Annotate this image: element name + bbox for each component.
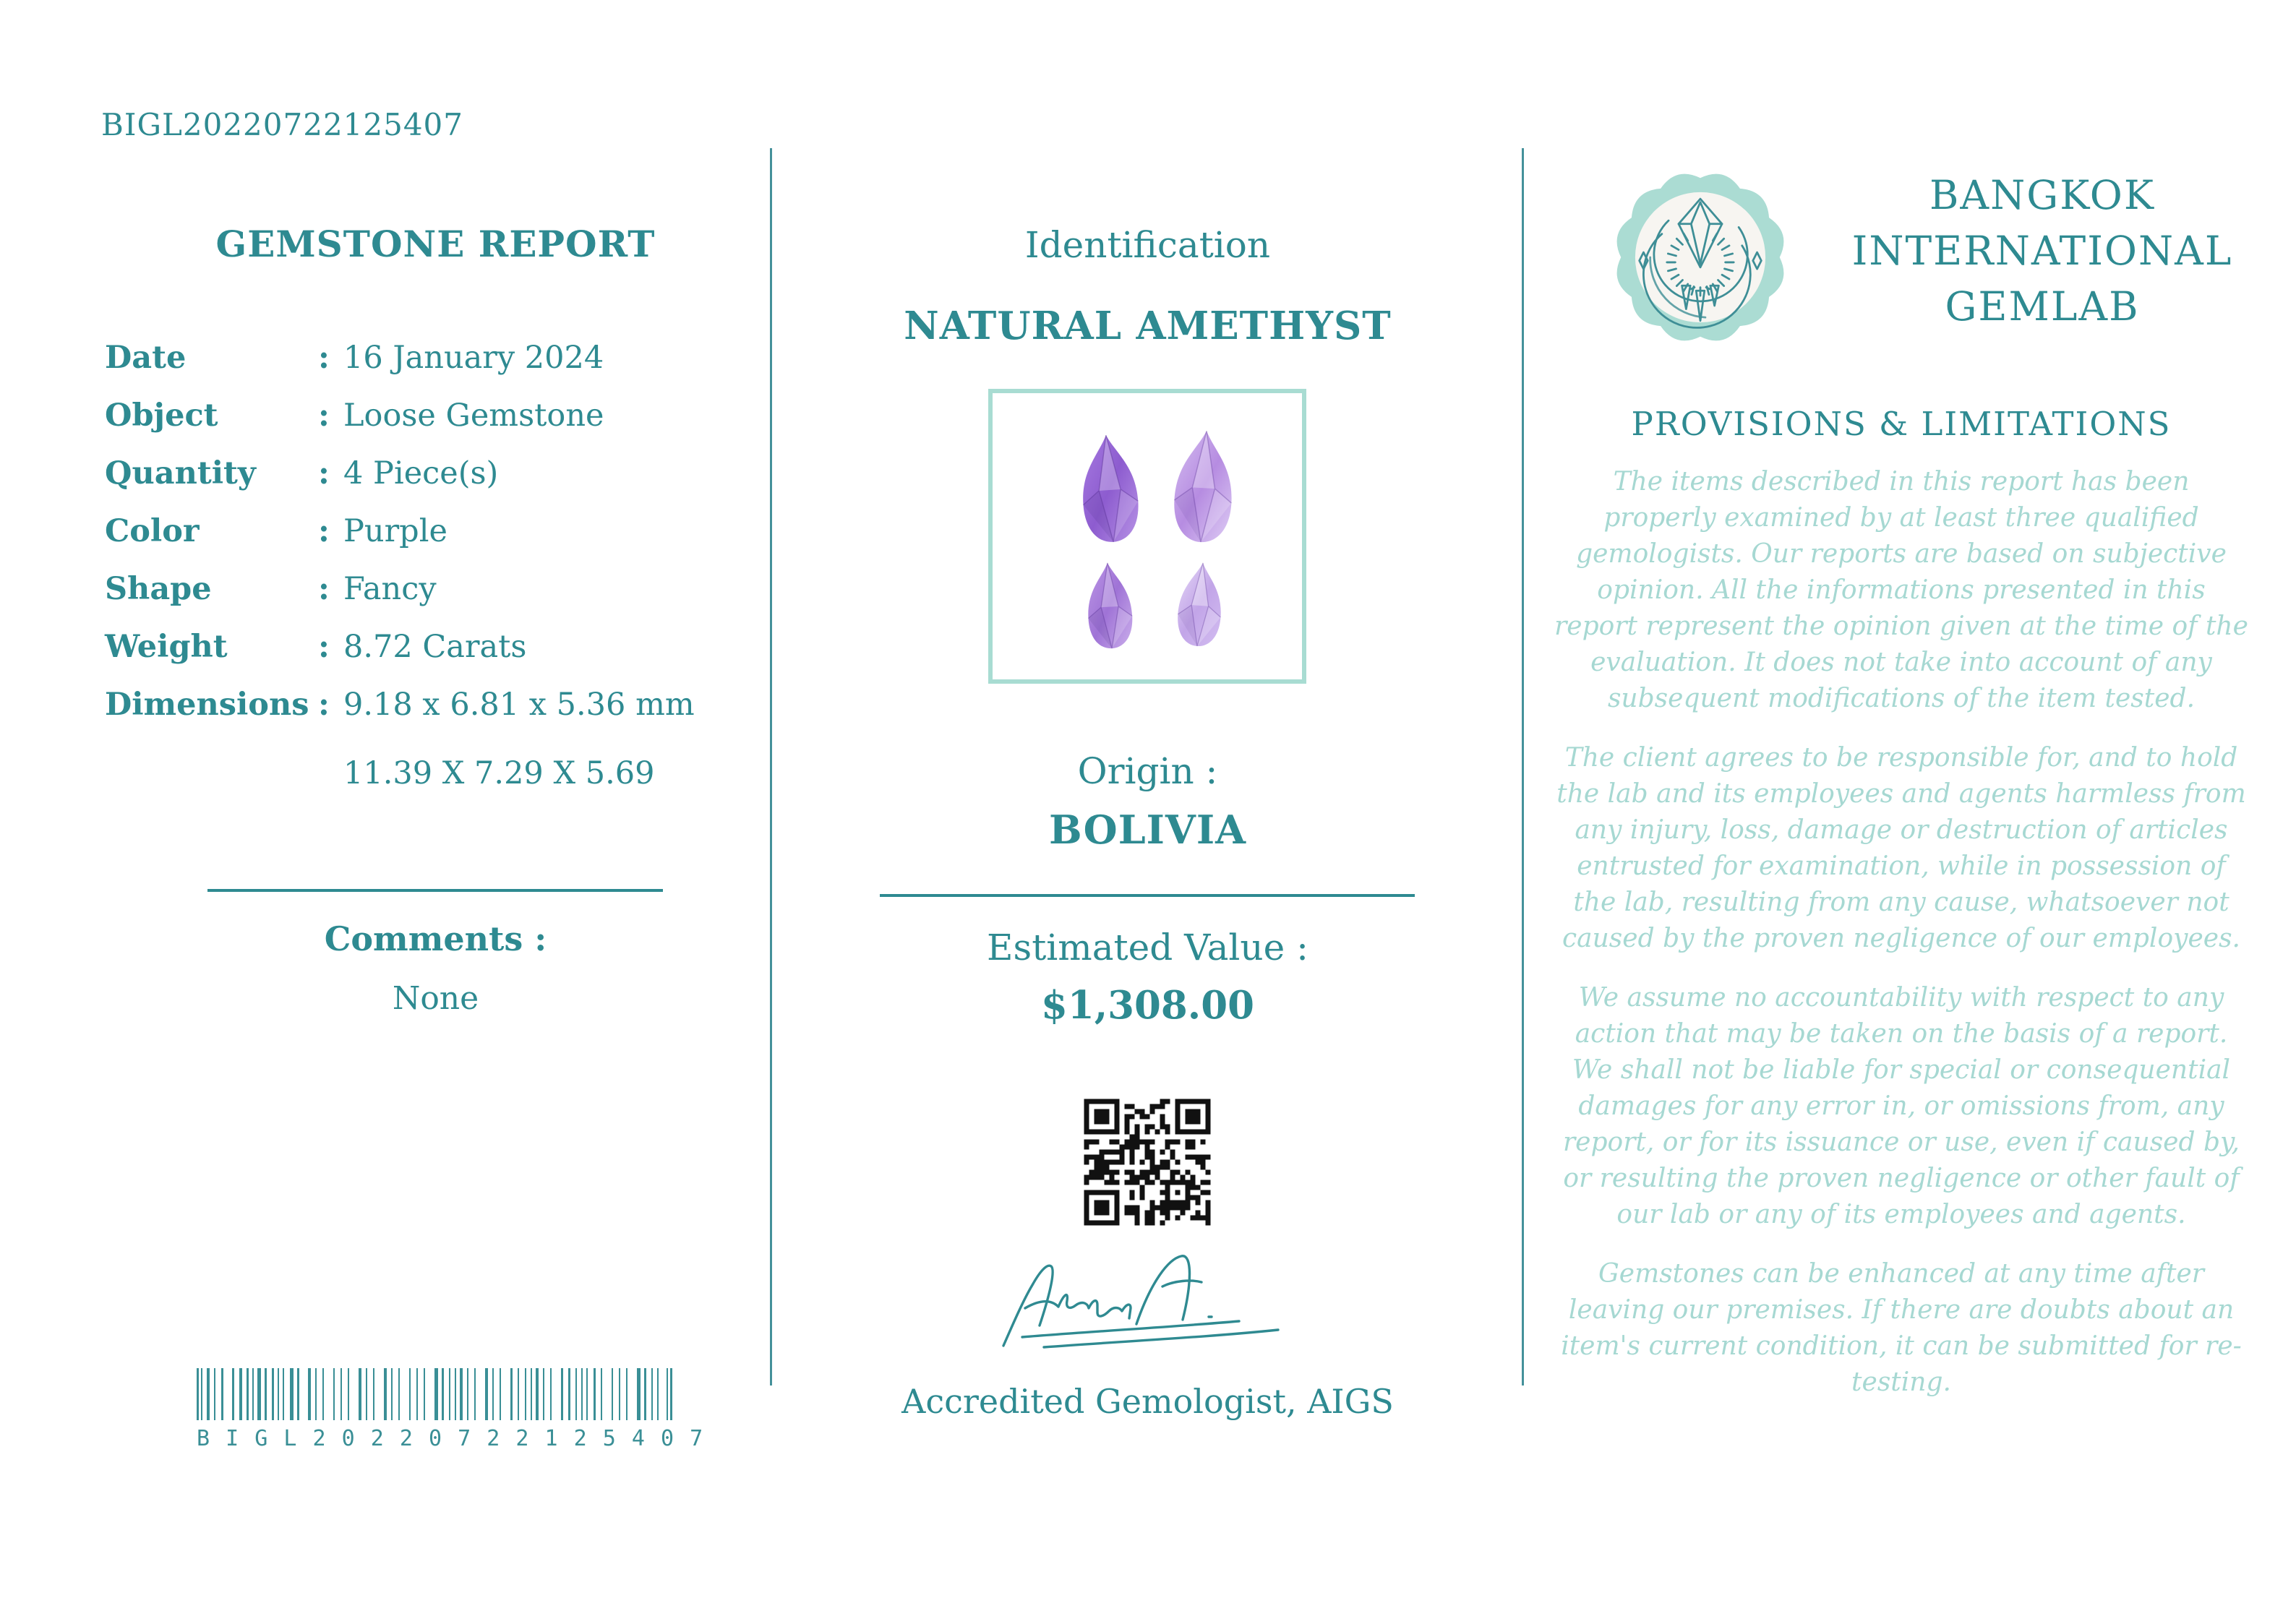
field-colon: :: [318, 687, 330, 723]
field-value: 9.18 x 6.81 x 5.36 mm: [343, 687, 695, 723]
field-label: Color: [105, 513, 200, 549]
field-label: Dimensions: [105, 687, 309, 723]
column-divider-left: [770, 148, 772, 1385]
lab-name-line-2: INTERNATIONAL: [1851, 228, 2233, 274]
field-row-shape: [105, 571, 766, 629]
barcode-text: B I G L 2 0 2 2 0 7 2 2 1 2 5 4 0 7: [197, 1426, 705, 1451]
field-colon: :: [318, 513, 330, 549]
gemstones-image: [993, 393, 1302, 679]
field-value: 16 January 2024: [343, 340, 604, 376]
barcode-bars: [197, 1368, 674, 1422]
field-row-object: [105, 398, 766, 455]
gemstone-report-section: [105, 0, 766, 1624]
gemologist-line: Accredited Gemologist, AIGS: [901, 1382, 1394, 1421]
column-divider-right: [1522, 148, 1524, 1385]
provisions-paragraph-1: The items described in this report has been properly examined by at least three qualified gemologists. Our reports are based on subjective opinion. All the informations presented in this report represent the opinion given at the time of the evaluation. It does not take into account of any subsequent modifications of the item tested.: [1554, 467, 2248, 713]
lab-section: [1554, 0, 2248, 1624]
comments-value: None: [392, 980, 479, 1017]
barcode: [197, 1368, 705, 1451]
origin-value: BOLIVIA: [1049, 807, 1246, 853]
field-value: 4 Piece(s): [343, 455, 499, 491]
gem-name: NATURAL AMETHYST: [904, 304, 1392, 348]
provisions-paragraph-4: Gemstones can be enhanced at any time after leaving our premises. If there are doubts about an item's current condition, it can be submitted for re-testing.: [1561, 1259, 2242, 1397]
field-row-dimensions: [105, 687, 766, 744]
field-colon: :: [318, 571, 330, 607]
comments-heading: Comments :: [324, 919, 547, 958]
lab-name-line-3: GEMLAB: [1945, 283, 2140, 330]
provisions-paragraph-3: We assume no accountability with respect to any action that may be taken on the basis of a report. We shall not be liable for special or consequential damages for any error in, or omissions from, any report, or for its issuance or use, even if caused by, or resulting the proven negligence or other fault of our lab or any of its employees and agents.: [1562, 983, 2240, 1229]
gemstone-photo: [988, 389, 1306, 684]
gem-3: [1086, 562, 1134, 649]
identification-section: [774, 0, 1522, 1624]
provisions-paragraph-2: The client agrees to be responsible for, and to hold the lab and its employees and agents harmless from any injury, loss, damage or destruction of articles entrusted for examination, while in possession of the lab, resulting from any cause, whatsoever not caused by the proven negligence of our employees.: [1556, 743, 2246, 953]
lab-name-line-1: BANGKOK: [1929, 172, 2155, 218]
field-value: Fancy: [343, 571, 437, 607]
lab-name: [1836, 168, 2248, 335]
report-fields: [105, 340, 766, 802]
field-value: Loose Gemstone: [343, 398, 604, 434]
provisions-text: [1554, 464, 2248, 1424]
field-value: 8.72 Carats: [343, 629, 527, 665]
field-value: Purple: [343, 513, 447, 549]
field-row-color: [105, 513, 766, 571]
gem-4: [1175, 562, 1224, 648]
provisions-heading: PROVISIONS & LIMITATIONS: [1631, 405, 2172, 443]
field-label: Date: [105, 340, 187, 376]
field-colon: :: [318, 398, 330, 434]
identification-heading: Identification: [1024, 224, 1271, 266]
field-value-dimensions-2: 11.39 X 7.29 X 5.69: [343, 755, 655, 791]
field-label: Weight: [105, 629, 228, 665]
field-label: Shape: [105, 571, 212, 607]
field-label: Object: [105, 398, 218, 434]
field-label: Quantity: [105, 455, 256, 491]
lab-logo: [1603, 160, 1797, 354]
estimated-value: $1,308.00: [1040, 983, 1255, 1028]
signature: [992, 1237, 1303, 1375]
field-colon: :: [318, 455, 330, 491]
gem-2: [1173, 429, 1235, 544]
signature-image: [992, 1237, 1303, 1375]
qr-code-image: [1084, 1099, 1211, 1226]
lab-logo-image: [1603, 160, 1797, 354]
report-title: GEMSTONE REPORT: [215, 223, 656, 265]
field-colon: :: [318, 340, 330, 376]
qr-code: [1084, 1099, 1211, 1226]
field-row-date: [105, 340, 766, 398]
estimated-value-heading: Estimated Value :: [987, 927, 1308, 968]
origin-heading: Origin :: [1077, 750, 1218, 792]
field-colon: :: [318, 629, 330, 665]
report-number: BIGL20220722125407: [101, 107, 463, 142]
value-divider: [880, 894, 1415, 897]
field-row-weight: [105, 629, 766, 687]
field-row-quantity: [105, 455, 766, 513]
gem-1: [1079, 434, 1141, 544]
comments-divider: [207, 889, 663, 892]
